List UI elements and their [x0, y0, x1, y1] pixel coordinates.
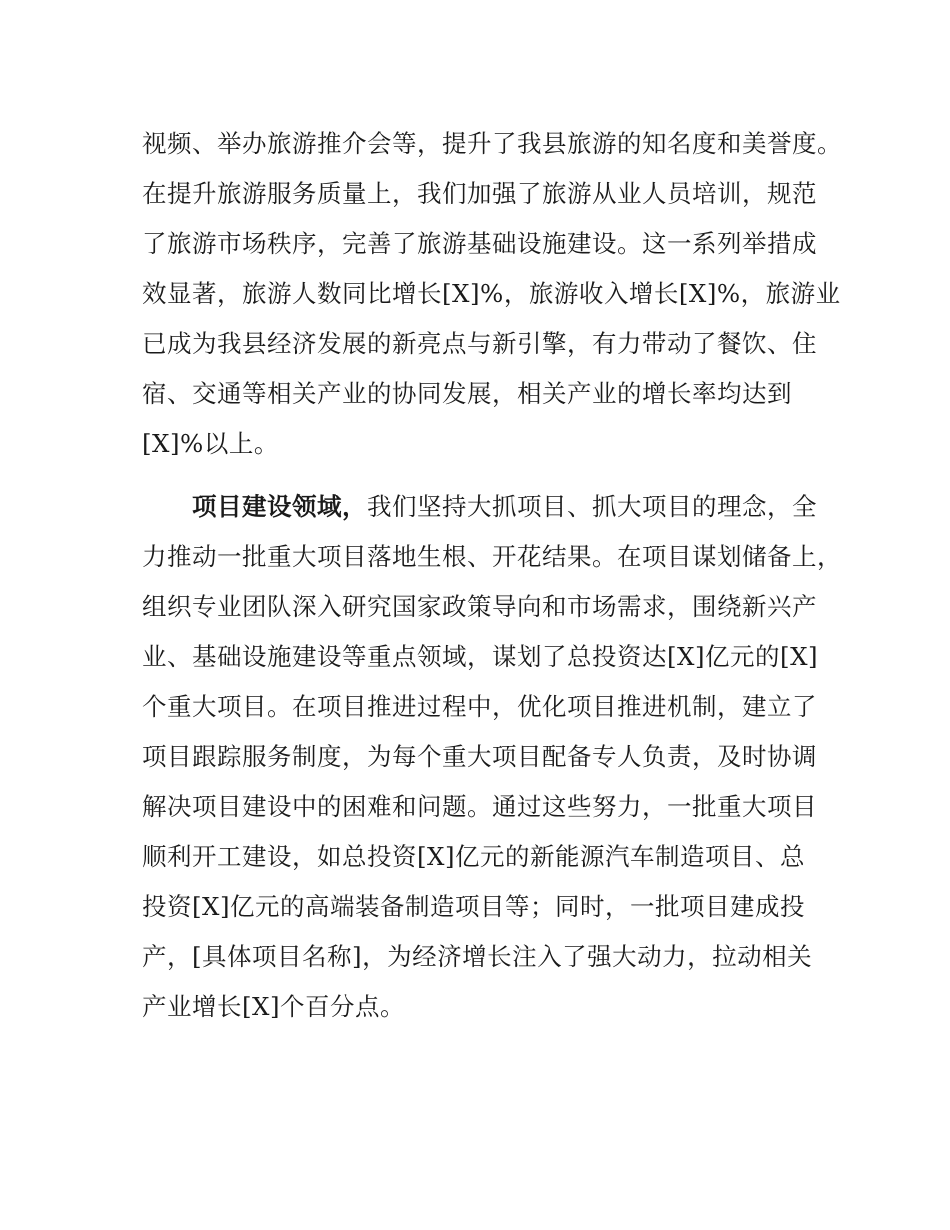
paragraph-line: 解决项目建设中的困难和问题。通过这些努力，一批重大项目	[142, 792, 817, 821]
paragraph-line: 项目跟踪服务制度，为每个重大项目配备专人负责，及时协调	[142, 742, 817, 771]
paragraph-line: 产，[具体项目名称]，为经济增长注入了强大动力，拉动相关	[142, 942, 813, 971]
paragraph-line: 投资[X]亿元的高端装备制造项目等；同时，一批项目建成投	[142, 892, 806, 921]
paragraph-line: 力推动一批重大项目落地生根、开花结果。在项目谋划储备上，	[142, 542, 842, 571]
paragraph-line: 在提升旅游服务质量上，我们加强了旅游从业人员培训，规范	[142, 179, 817, 208]
paragraph-line: 个重大项目。在项目推进过程中，优化项目推进机制，建立了	[142, 692, 817, 721]
paragraph-line: 产业增长[X]个百分点。	[142, 992, 406, 1021]
paragraph-line: 效显著，旅游人数同比增长[X]%，旅游收入增长[X]%，旅游业	[142, 279, 841, 308]
paragraph-line: 业、基础设施建设等重点领域，谋划了总投资达[X]亿元的[X]	[142, 642, 819, 671]
paragraph-line: 视频、举办旅游推介会等，提升了我县旅游的知名度和美誉度。	[142, 129, 842, 158]
paragraph-line: 顺利开工建设，如总投资[X]亿元的新能源汽车制造项目、总	[142, 842, 806, 871]
paragraph-line: 组织专业团队深入研究国家政策导向和市场需求，围绕新兴产	[142, 592, 817, 621]
paragraph-line: [X]%以上。	[142, 429, 279, 458]
paragraph-first-line	[192, 491, 817, 523]
section-heading: 项目建设领域，	[192, 492, 367, 521]
paragraph-line: 宿、交通等相关产业的协同发展，相关产业的增长率均达到	[142, 379, 792, 408]
paragraph-line: 了旅游市场秩序，完善了旅游基础设施建设。这一系列举措成	[142, 229, 817, 258]
paragraph-text: 我们坚持大抓项目、抓大项目的理念，全	[367, 492, 817, 521]
paragraph-line: 已成为我县经济发展的新亮点与新引擎，有力带动了餐饮、住	[142, 329, 817, 358]
